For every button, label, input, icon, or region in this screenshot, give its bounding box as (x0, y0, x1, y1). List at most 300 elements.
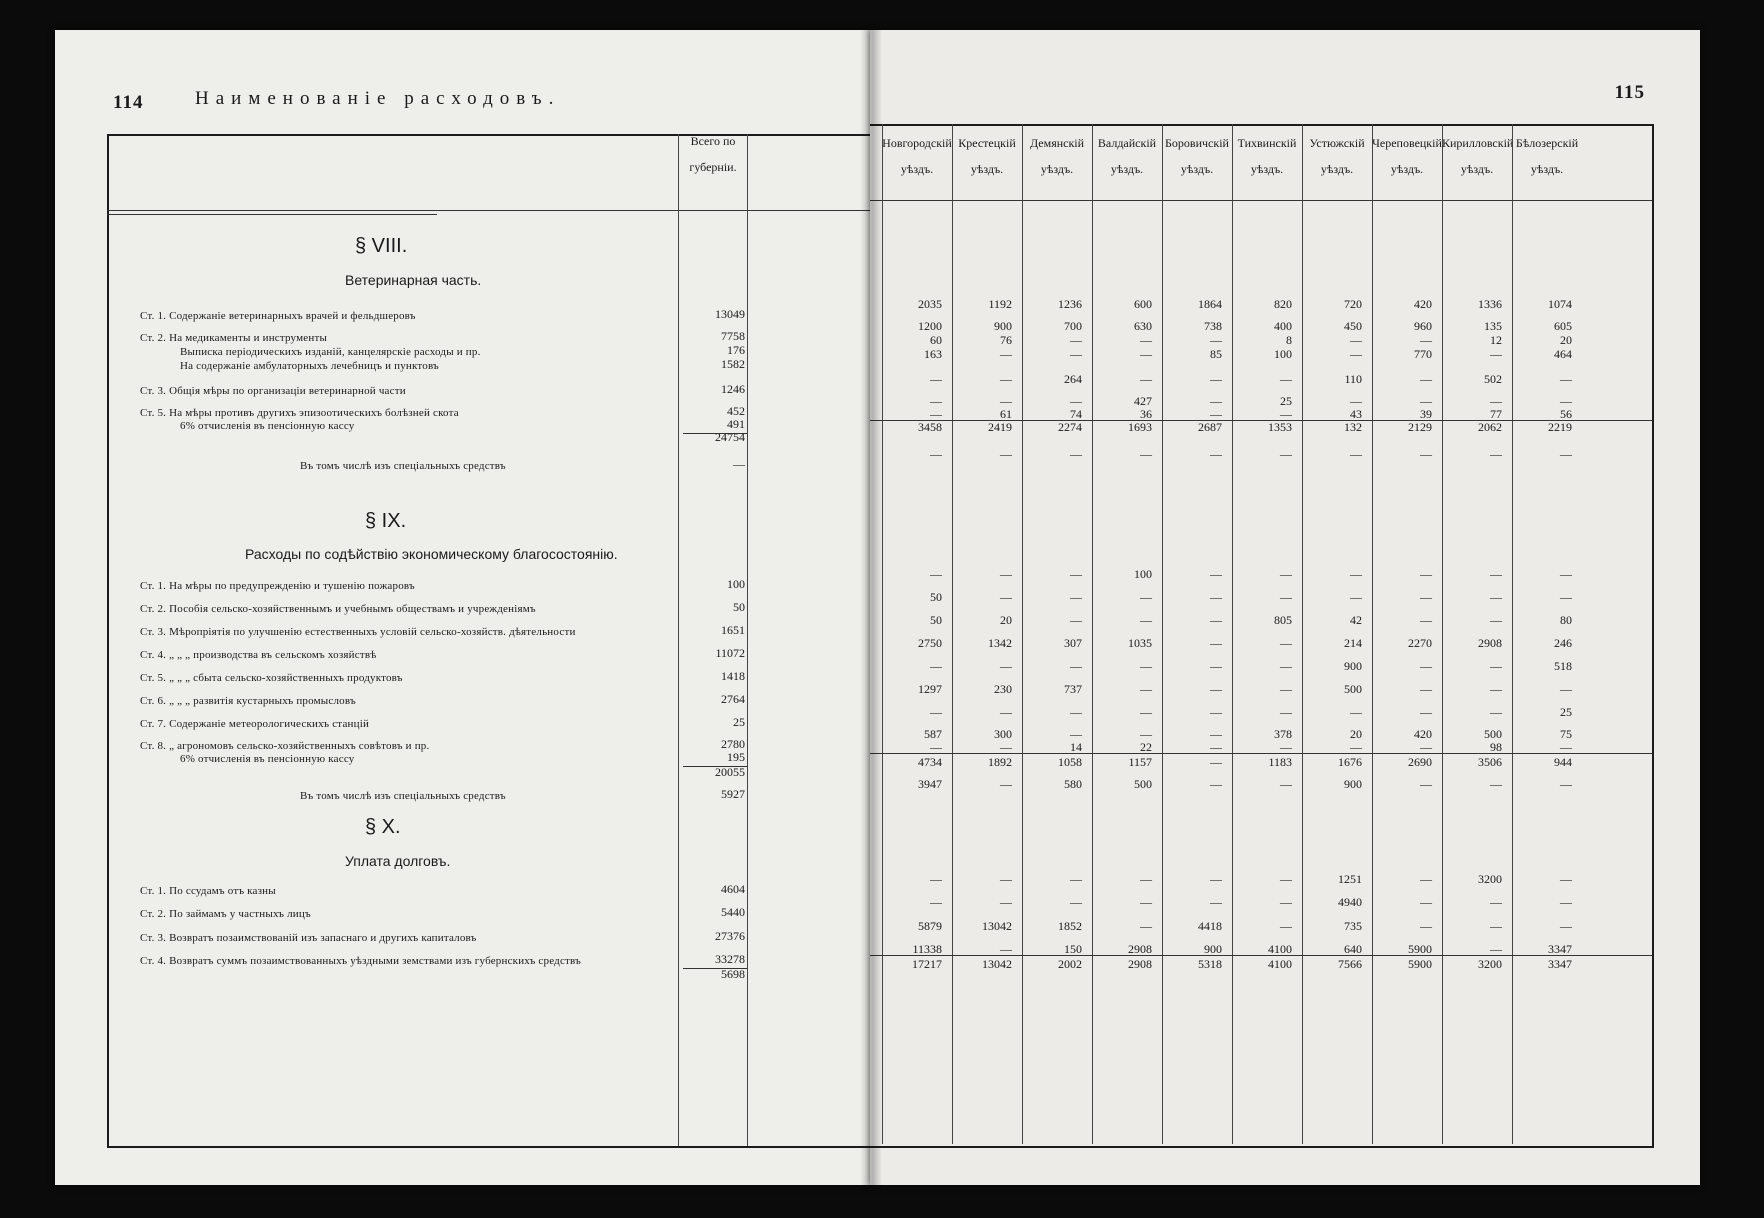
district-value: — (1000, 740, 1012, 754)
district-value: 3347 (1548, 957, 1572, 971)
district-value: 13042 (982, 957, 1012, 971)
district-value: 5900 (1408, 957, 1432, 971)
district-value: 43 (1350, 407, 1362, 421)
district-value: — (1210, 705, 1222, 719)
district-value: — (1000, 895, 1012, 909)
row-total: — (733, 457, 745, 471)
district-value: — (1210, 777, 1222, 791)
district-value: — (1280, 636, 1292, 650)
district-value: 3947 (918, 777, 942, 791)
row-total: 4604 (721, 882, 745, 896)
district-value: — (1210, 567, 1222, 581)
table-frame-left (107, 134, 870, 1148)
sum-rule (683, 968, 747, 969)
district-value: — (930, 895, 942, 909)
row-total: 50 (733, 600, 745, 614)
district-value: 2219 (1548, 420, 1572, 434)
district-value: 2419 (988, 420, 1012, 434)
district-value: 5879 (918, 919, 942, 933)
district-value: 264 (1064, 372, 1082, 386)
row-label: Въ томъ числѣ изъ спеціальныхъ средствъ (300, 790, 506, 802)
district-value: — (1420, 613, 1432, 627)
district-header: Валдайскій уѣздъ. (1097, 136, 1157, 176)
row-total: 7758 (721, 329, 745, 343)
row-total: 13049 (715, 307, 745, 321)
district-value: 587 (924, 727, 942, 741)
row-label: Ст. 2. По займамъ у частныхъ лицъ (140, 908, 311, 920)
district-value: — (1280, 407, 1292, 421)
district-value: — (930, 372, 942, 386)
row-total: 24754 (715, 430, 745, 444)
district-value: 100 (1274, 347, 1292, 361)
district-header: Кирилловскій уѣздъ. (1442, 136, 1514, 176)
district-value: 1892 (988, 755, 1012, 769)
district-value: — (1280, 567, 1292, 581)
district-value: 13042 (982, 919, 1012, 933)
district-value: 738 (1204, 319, 1222, 333)
district-value: — (1490, 705, 1502, 719)
district-value: — (1210, 636, 1222, 650)
district-header: Бѣлозерскій уѣздъ. (1515, 136, 1579, 176)
district-value: — (1280, 919, 1292, 933)
district-value: 132 (1344, 420, 1362, 434)
district-value: 1183 (1268, 755, 1292, 769)
district-value: — (1350, 590, 1362, 604)
district-column-rule (747, 134, 748, 1146)
district-value: — (1000, 590, 1012, 604)
district-value: — (1210, 590, 1222, 604)
column-rule (1162, 124, 1163, 1144)
district-value: — (1070, 447, 1082, 461)
total-column-header: Всего по губерніи. (689, 134, 737, 174)
district-value: — (1420, 372, 1432, 386)
district-value: 805 (1274, 613, 1292, 627)
district-value: — (1490, 447, 1502, 461)
district-value: 2129 (1408, 420, 1432, 434)
left-page (55, 30, 870, 1185)
district-value: 580 (1064, 777, 1082, 791)
district-value: — (1140, 659, 1152, 673)
district-value: — (1210, 682, 1222, 696)
district-value: — (1210, 613, 1222, 627)
district-value: — (1000, 447, 1012, 461)
district-value: 1251 (1338, 872, 1362, 886)
district-header: Устюжскій уѣздъ. (1309, 136, 1365, 176)
district-value: — (1490, 682, 1502, 696)
district-value: 98 (1490, 740, 1502, 754)
district-value: — (1140, 590, 1152, 604)
row-total: 176 (727, 343, 745, 357)
row-total: 33278 (715, 952, 745, 966)
row-total: 1418 (721, 669, 745, 683)
district-value: — (1070, 394, 1082, 408)
district-value: — (1490, 394, 1502, 408)
district-value: — (1140, 872, 1152, 886)
section-10-title: Уплата долговъ. (345, 853, 451, 869)
district-value: 7566 (1338, 957, 1362, 971)
district-value: 900 (1204, 942, 1222, 956)
district-value: — (1560, 895, 1572, 909)
district-value: 4100 (1268, 957, 1292, 971)
row-label: 6% отчисленія въ пенсіонную кассу (180, 420, 355, 432)
row-label: Ст. 8. „ агрономовъ сельско-хозяйственныхъ совѣтовъ и пр. (140, 740, 430, 752)
district-value: — (930, 659, 942, 673)
district-value: 14 (1070, 740, 1082, 754)
district-value: 50 (930, 613, 942, 627)
district-value: — (1070, 567, 1082, 581)
row-label: Ст. 1. По ссудамъ отъ казны (140, 885, 276, 897)
row-total: 1582 (721, 357, 745, 371)
district-value: — (1000, 394, 1012, 408)
row-total: 2764 (721, 692, 745, 706)
district-value: — (1280, 872, 1292, 886)
district-value: 2002 (1058, 957, 1082, 971)
district-value: 900 (1344, 659, 1362, 673)
sum-rule (683, 433, 747, 434)
district-value: 25 (1280, 394, 1292, 408)
row-total: 5698 (721, 967, 745, 981)
district-header: Крестецкій уѣздъ. (958, 136, 1016, 176)
district-value: 39 (1420, 407, 1432, 421)
district-value: 3506 (1478, 755, 1502, 769)
district-value: 56 (1560, 407, 1572, 421)
district-value: — (1140, 333, 1152, 347)
district-value: — (1350, 447, 1362, 461)
district-value: — (1140, 705, 1152, 719)
district-value: — (1070, 895, 1082, 909)
district-value: 1035 (1128, 636, 1152, 650)
district-value: — (1420, 659, 1432, 673)
district-value: 2908 (1128, 942, 1152, 956)
district-value: 11338 (912, 942, 942, 956)
district-value: 400 (1274, 319, 1292, 333)
district-value: 85 (1210, 347, 1222, 361)
row-label: Ст. 3. Мѣропріятія по улучшенію естественныхъ условій сельско-хозяйств. дѣятельности (140, 626, 576, 638)
district-header: Демянскій уѣздъ. (1029, 136, 1085, 176)
row-label: Ст. 1. На мѣры по предупрежденію и тушенію пожаровъ (140, 580, 415, 592)
district-value: 1074 (1548, 297, 1572, 311)
row-total: 1651 (721, 623, 745, 637)
district-value: — (1420, 447, 1432, 461)
district-value: 17217 (912, 957, 942, 971)
district-value: — (1420, 567, 1432, 581)
district-value: 4734 (918, 755, 942, 769)
row-label: Ст. 4. Возвратъ суммъ позаимствованныхъ уѣздными земствами изъ губернскихъ средствъ (140, 955, 582, 967)
district-value: — (1490, 347, 1502, 361)
district-value: — (1350, 740, 1362, 754)
district-value: — (1070, 659, 1082, 673)
district-value: 735 (1344, 919, 1362, 933)
district-value: 1864 (1198, 297, 1222, 311)
row-label: Ст. 4. „ „ „ производства въ сельскомъ хозяйствѣ (140, 649, 377, 661)
district-value: — (1210, 740, 1222, 754)
district-value: 2062 (1478, 420, 1502, 434)
district-value: — (1420, 740, 1432, 754)
district-value: — (1070, 333, 1082, 347)
district-value: — (1210, 727, 1222, 741)
district-value: 50 (930, 590, 942, 604)
district-value: — (1070, 347, 1082, 361)
row-label: Ст. 3. Общія мѣры по организаціи ветеринарной части (140, 385, 406, 397)
district-value: — (1560, 372, 1572, 386)
district-value: 1058 (1058, 755, 1082, 769)
district-value: 150 (1064, 942, 1082, 956)
table-title: Наименованіе расходовъ. (195, 88, 561, 109)
district-value: — (1420, 777, 1432, 791)
row-total: 452 (727, 404, 745, 418)
column-rule (1022, 124, 1023, 1144)
district-value: — (930, 447, 942, 461)
district-value: — (1000, 372, 1012, 386)
district-value: — (1490, 659, 1502, 673)
district-value: 3458 (918, 420, 942, 434)
district-value: 1353 (1268, 420, 1292, 434)
row-label: Ст. 5. На мѣры противъ другихъ эпизоотическихъ болѣзней скота (140, 407, 459, 419)
district-value: — (1210, 407, 1222, 421)
district-value: 20 (1350, 727, 1362, 741)
sum-rule-right (870, 955, 1652, 956)
district-value: — (1420, 705, 1432, 719)
district-value: 500 (1134, 777, 1152, 791)
district-value: — (1350, 333, 1362, 347)
district-value: 900 (994, 319, 1012, 333)
district-value: — (1420, 682, 1432, 696)
district-value: 605 (1554, 319, 1572, 333)
district-value: — (1490, 777, 1502, 791)
district-header: Череповецкій уѣздъ. (1372, 136, 1442, 176)
district-value: 3200 (1478, 872, 1502, 886)
row-label: 6% отчисленія въ пенсіонную кассу (180, 753, 355, 765)
row-total: 195 (727, 750, 745, 764)
district-value: — (1350, 567, 1362, 581)
district-value: — (1350, 394, 1362, 408)
district-value: — (1140, 613, 1152, 627)
district-value: 2274 (1058, 420, 1082, 434)
district-value: 12 (1490, 333, 1502, 347)
district-value: — (1280, 740, 1292, 754)
column-rule (882, 124, 883, 1144)
district-value: 378 (1274, 727, 1292, 741)
district-value: 1342 (988, 636, 1012, 650)
district-value: 500 (1344, 682, 1362, 696)
district-value: — (1490, 895, 1502, 909)
row-total: 20055 (715, 765, 745, 779)
district-value: — (1210, 755, 1222, 769)
district-value: — (1000, 872, 1012, 886)
district-value: 640 (1344, 942, 1362, 956)
district-value: — (1280, 705, 1292, 719)
district-value: — (1280, 590, 1292, 604)
district-value: 246 (1554, 636, 1572, 650)
district-header: Тихвинскій уѣздъ. (1237, 136, 1297, 176)
district-value: — (1000, 347, 1012, 361)
district-value: 1192 (988, 297, 1012, 311)
district-value: 2035 (918, 297, 942, 311)
district-value: — (1560, 394, 1572, 408)
district-value: — (1210, 872, 1222, 886)
district-value: — (1000, 567, 1012, 581)
district-value: 3200 (1478, 957, 1502, 971)
row-total: 5440 (721, 905, 745, 919)
district-value: 700 (1064, 319, 1082, 333)
row-total: 2780 (721, 737, 745, 751)
column-rule (1092, 124, 1093, 1144)
row-total: 491 (727, 417, 745, 431)
row-label: Ст. 1. Содержаніе ветеринарныхъ врачей и фельдшеровъ (140, 310, 416, 322)
district-value: — (1070, 872, 1082, 886)
row-label: На содержаніе амбулаторныхъ лечебницъ и пунктовъ (180, 360, 439, 372)
district-value: — (1140, 347, 1152, 361)
district-value: 900 (1344, 777, 1362, 791)
district-value: — (1000, 942, 1012, 956)
header-rule-right (870, 200, 1652, 201)
district-value: 60 (930, 333, 942, 347)
district-value: — (1560, 740, 1572, 754)
district-value: — (1490, 919, 1502, 933)
district-value: 230 (994, 682, 1012, 696)
district-value: — (1350, 347, 1362, 361)
district-value: — (1420, 394, 1432, 408)
district-value: 214 (1344, 636, 1362, 650)
district-value: 500 (1484, 727, 1502, 741)
district-value: 1693 (1128, 420, 1152, 434)
column-rule (952, 124, 953, 1144)
district-value: — (1560, 682, 1572, 696)
header-rule (107, 210, 870, 211)
district-value: — (1490, 942, 1502, 956)
district-value: 77 (1490, 407, 1502, 421)
district-value: 1297 (918, 682, 942, 696)
district-value: 2690 (1408, 755, 1432, 769)
district-value: 80 (1560, 613, 1572, 627)
row-label: Ст. 2. Пособія сельско-хозяйственнымъ и учебнымъ обществамъ и учрежденіямъ (140, 603, 536, 615)
section-9-title: Расходы по содѣйствію экономическому благосостоянію. (245, 546, 618, 562)
district-value: 76 (1000, 333, 1012, 347)
district-value: — (1210, 659, 1222, 673)
district-value: — (1280, 895, 1292, 909)
district-value: 8 (1286, 333, 1292, 347)
district-value: — (1070, 705, 1082, 719)
sum-rule-right (870, 753, 1652, 754)
district-value: 42 (1350, 613, 1362, 627)
district-value: 630 (1134, 319, 1152, 333)
row-total: 11072 (715, 646, 745, 660)
district-value: 22 (1140, 740, 1152, 754)
row-total: 100 (727, 577, 745, 591)
district-value: 3347 (1548, 942, 1572, 956)
district-value: 5318 (1198, 957, 1222, 971)
row-total: 5927 (721, 787, 745, 801)
district-header: Боровичскій уѣздъ. (1165, 136, 1229, 176)
sum-rule-right (870, 420, 1652, 421)
district-value: — (930, 407, 942, 421)
district-value: 2270 (1408, 636, 1432, 650)
district-value: 25 (1560, 705, 1572, 719)
district-value: — (1350, 705, 1362, 719)
district-value: — (930, 394, 942, 408)
row-label: Ст. 5. „ „ „ сбыта сельско-хозяйственныхъ продуктовъ (140, 672, 403, 684)
district-value: 450 (1344, 319, 1362, 333)
district-value: 163 (924, 347, 942, 361)
district-value: — (1420, 333, 1432, 347)
district-value: 770 (1414, 347, 1432, 361)
district-value: 502 (1484, 372, 1502, 386)
district-value: — (1070, 590, 1082, 604)
row-label: Выписка періодическихъ изданій, канцелярскіе расходы и пр. (180, 346, 481, 358)
district-value: 820 (1274, 297, 1292, 311)
district-value: — (1070, 727, 1082, 741)
row-total: 27376 (715, 929, 745, 943)
district-value: — (930, 740, 942, 754)
district-value: — (1280, 659, 1292, 673)
district-value: 1336 (1478, 297, 1502, 311)
district-header: Новгородскій уѣздъ. (882, 136, 952, 176)
district-value: — (1560, 590, 1572, 604)
district-value: 4940 (1338, 895, 1362, 909)
section-8-title: Ветеринарная часть. (345, 272, 482, 288)
district-value: 1236 (1058, 297, 1082, 311)
district-value: — (1140, 372, 1152, 386)
district-value: — (1140, 919, 1152, 933)
sum-rule (683, 766, 747, 767)
district-value: — (1070, 613, 1082, 627)
district-value: — (1490, 590, 1502, 604)
district-value: 427 (1134, 394, 1152, 408)
right-page (870, 30, 1700, 1185)
district-value: 944 (1554, 755, 1572, 769)
row-total: 25 (733, 715, 745, 729)
district-value: 75 (1560, 727, 1572, 741)
district-value: 307 (1064, 636, 1082, 650)
district-value: — (1210, 333, 1222, 347)
column-rule (1372, 124, 1373, 1144)
district-value: — (1140, 727, 1152, 741)
district-value: — (1420, 895, 1432, 909)
district-value: — (1140, 682, 1152, 696)
section-9-mark: § IX. (365, 510, 407, 532)
district-value: — (1560, 872, 1572, 886)
district-value: 420 (1414, 297, 1432, 311)
district-value: — (1280, 682, 1292, 696)
district-value: 960 (1414, 319, 1432, 333)
district-value: — (1280, 372, 1292, 386)
district-value: 100 (1134, 567, 1152, 581)
section-10-mark: § X. (365, 816, 401, 838)
district-value: — (1560, 777, 1572, 791)
column-rule (1232, 124, 1233, 1144)
district-value: 1200 (918, 319, 942, 333)
district-value: — (1000, 705, 1012, 719)
district-value: 300 (994, 727, 1012, 741)
district-value: 2750 (918, 636, 942, 650)
district-value: — (1140, 447, 1152, 461)
header-rule-short (107, 214, 437, 215)
section-8-mark: § VIII. (355, 235, 408, 257)
row-label: Ст. 2. На медикаменты и инструменты (140, 332, 328, 344)
district-value: 2908 (1478, 636, 1502, 650)
district-value: 1676 (1338, 755, 1362, 769)
district-value: 1157 (1128, 755, 1152, 769)
row-label: Ст. 3. Возвратъ позаимствованій изъ запаснаго и другихъ капиталовъ (140, 932, 477, 944)
district-value: 600 (1134, 297, 1152, 311)
district-value: 737 (1064, 682, 1082, 696)
district-value: 2687 (1198, 420, 1222, 434)
district-value: — (1140, 895, 1152, 909)
row-label: Ст. 7. Содержаніе метеорологическихъ станцій (140, 718, 370, 730)
district-value: 74 (1070, 407, 1082, 421)
district-value: — (1000, 777, 1012, 791)
total-column-rule (678, 134, 679, 1146)
